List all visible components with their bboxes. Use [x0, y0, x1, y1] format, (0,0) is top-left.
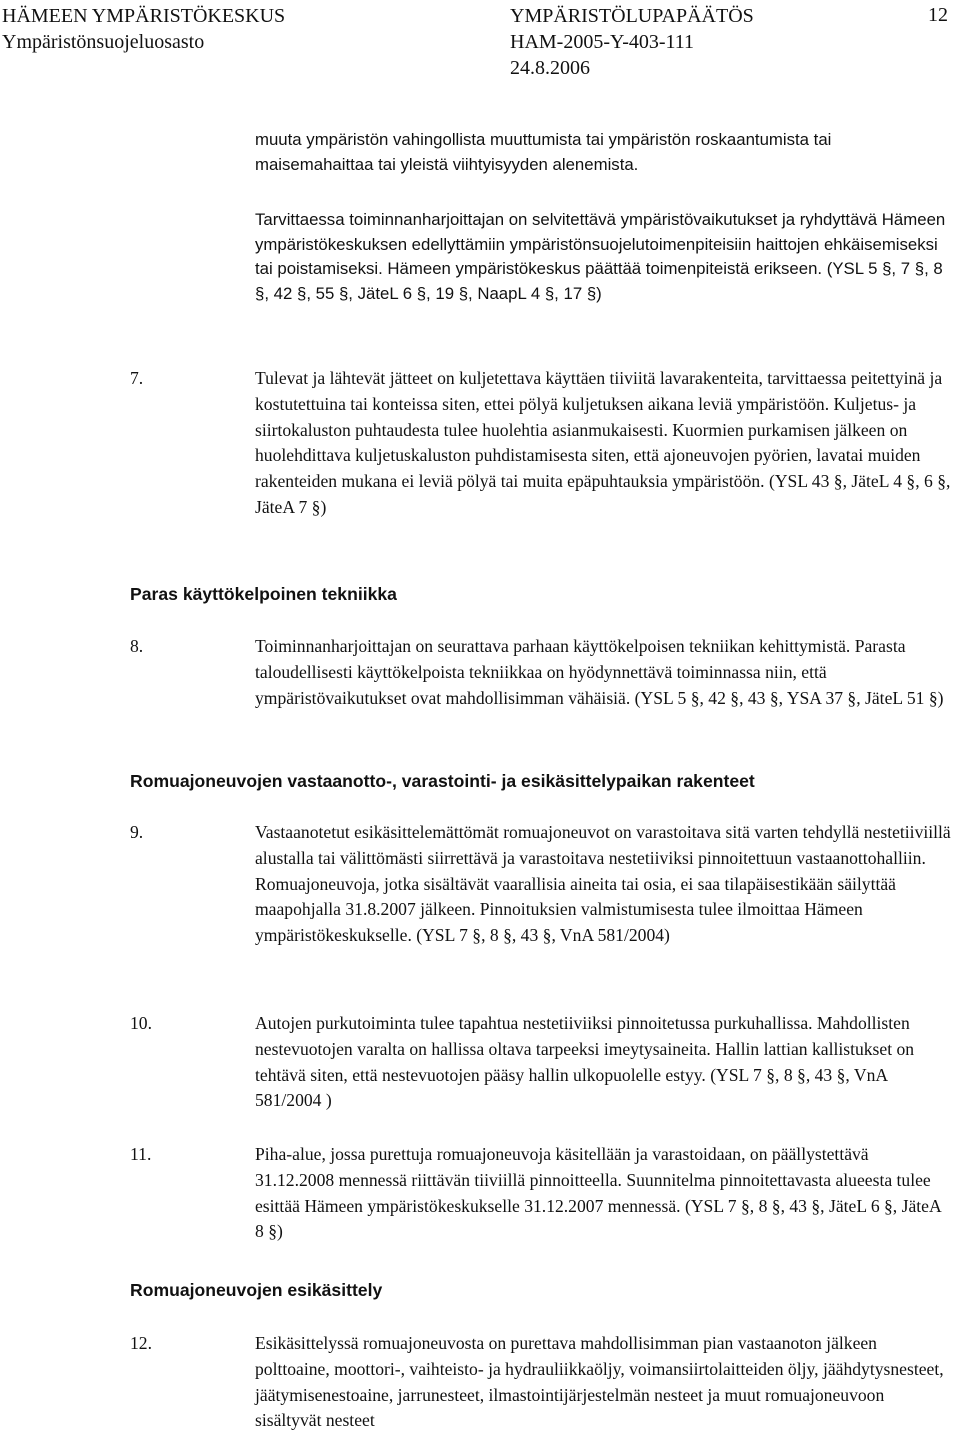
item-text: Toiminnanharjoittajan on seurattava parhaan käyttökelpoisen tekniikan kehittymistä. Parasta taloudellisesti käyttökelpoista tekniikkaa on hyödynnettävä toiminnassa niin, että ympäristövaikutukset ovat mahdollisimman vähäisiä. (YSL 5 §, 42 §, 43 §, YSA 37 §, JäteL 51 §) [255, 636, 944, 708]
item-number: 7. [130, 368, 144, 388]
section-heading-structures: Romuajoneuvojen vastaanotto-, varastointi- ja esikäsittelypaikan rakenteet [130, 771, 755, 791]
item-text: Esikäsittelyssä romuajoneuvosta on purettava mahdollisimman pian vastaanoton jälkeen polttoaine, moottori-, vaihteisto- ja hydrauliikkaöljy, voimansiirtolaitteiden öljy, jäähdytysnesteet, jäätymisenestoaine, jarrunesteet, ilmastointijärjestelmän nesteet ja muut romuajoneuvoon sisältyvät nesteet [255, 1333, 944, 1431]
item-number: 10. [130, 1013, 152, 1033]
item-number: 8. [130, 636, 144, 656]
document-id: HAM-2005-Y-403-111 [510, 31, 695, 53]
item-number: 9. [130, 822, 144, 842]
page-number: 12 [928, 4, 948, 26]
section-heading-bat: Paras käyttökelpoinen tekniikka [130, 584, 397, 604]
intro-continuation: muuta ympäristön vahingollista muuttumista tai ympäristön roskaantumista tai maisemahaittaa tai yleistä viihtyisyyden alenemista. [255, 130, 832, 174]
item-text: Piha-alue, jossa purettuja romuajoneuvoja käsitellään ja varastoidaan, on päällystettävä 31.12.2008 mennessä riittävän tiiviillä pinnoitteella. Suunnitelma pinnoitettavasta alueesta tulee esittää Hämeen ympäristökeskukselle 31.12.2007 mennessä. (YSL 7 §, 8 §, 43 §, JäteL 6 §, JäteA 8 §) [255, 1144, 941, 1242]
organization-name: HÄMEEN YMPÄRISTÖKESKUS [2, 5, 286, 27]
item-text: Tulevat ja lähtevät jätteet on kuljetettava käyttäen tiiviitä lavarakenteita, tarvittaessa peitettyinä ja kostutettuina tai konteissa siten, ettei pölyä kuljetuksen aikana leviä ympäristöön. Kuljetus- ja siirtokaluston puhtaudesta tulee huolehtia asianmukaisesti. Kuormien purkamisen jälkeen on huolehdittava kuljetuskaluston puhdistamisesta siten, että ajoneuvojen pyörien, lavatai muiden rakenteiden mukana ei leviä pölyä tai muita epäpuhtauksia ympäristöön. (YSL 43 §, JäteL 4 §, 6 §, JäteA 7 §) [255, 368, 951, 517]
department-name: Ympäristönsuojeluosasto [2, 31, 205, 53]
item-text: Vastaanotetut esikäsittelemättömät romuajoneuvot on varastoitava sitä varten tehdyllä nestetiiviillä alustalla tai välittömästi siirrettävä ja varastoitava nestetiiviksi pinnoitettuun vastaanottohalliin. Romuajoneuvoja, jotka sisältävät vaarallisia aineita tai osia, ei saa tilapäisestikään säilyttää maapohjalla 31.8.2007 jälkeen. Pinnoituksien valmistumisesta tulee ilmoittaa Hämeen ympäristökeskukselle. (YSL 7 §, 8 §, 43 §, VnA 581/2004) [255, 822, 951, 946]
intro-paragraph: Tarvittaessa toiminnanharjoittajan on selvitettävä ympäristövaikutukset ja ryhdyttävä Hämeen ympäristökeskuksen edellyttämiin ympäristönsuojelutoimenpiteisiin haittojen ehkäisemiseksi tai poistamiseksi. Hämeen ympäristökeskus päättää toimenpiteistä erikseen. (YSL 5 §, 7 §, 8 §, 42 §, 55 §, JäteL 6 §, 19 §, NaapL 4 §, 17 §) [255, 210, 946, 303]
document-type: YMPÄRISTÖLUPAPÄÄTÖS [510, 5, 754, 27]
item-text: Autojen purkutoiminta tulee tapahtua nestetiiviiksi pinnoitetussa purkuhallissa. Mahdollisten nestevuotojen varalta on hallissa oltava tarpeeksi imeytysaineita. Hallin lattian kallistukset on tehtävä siten, että nestevuotojen pääsy hallin ulkopuolelle estyy. (YSL 7 §, 8 §, 43 §, VnA 581/2004 ) [255, 1013, 915, 1111]
item-number: 11. [130, 1144, 152, 1164]
document-date: 24.8.2006 [510, 57, 590, 79]
section-heading-pretreatment: Romuajoneuvojen esikäsittely [130, 1280, 383, 1300]
item-number: 12. [130, 1333, 152, 1353]
